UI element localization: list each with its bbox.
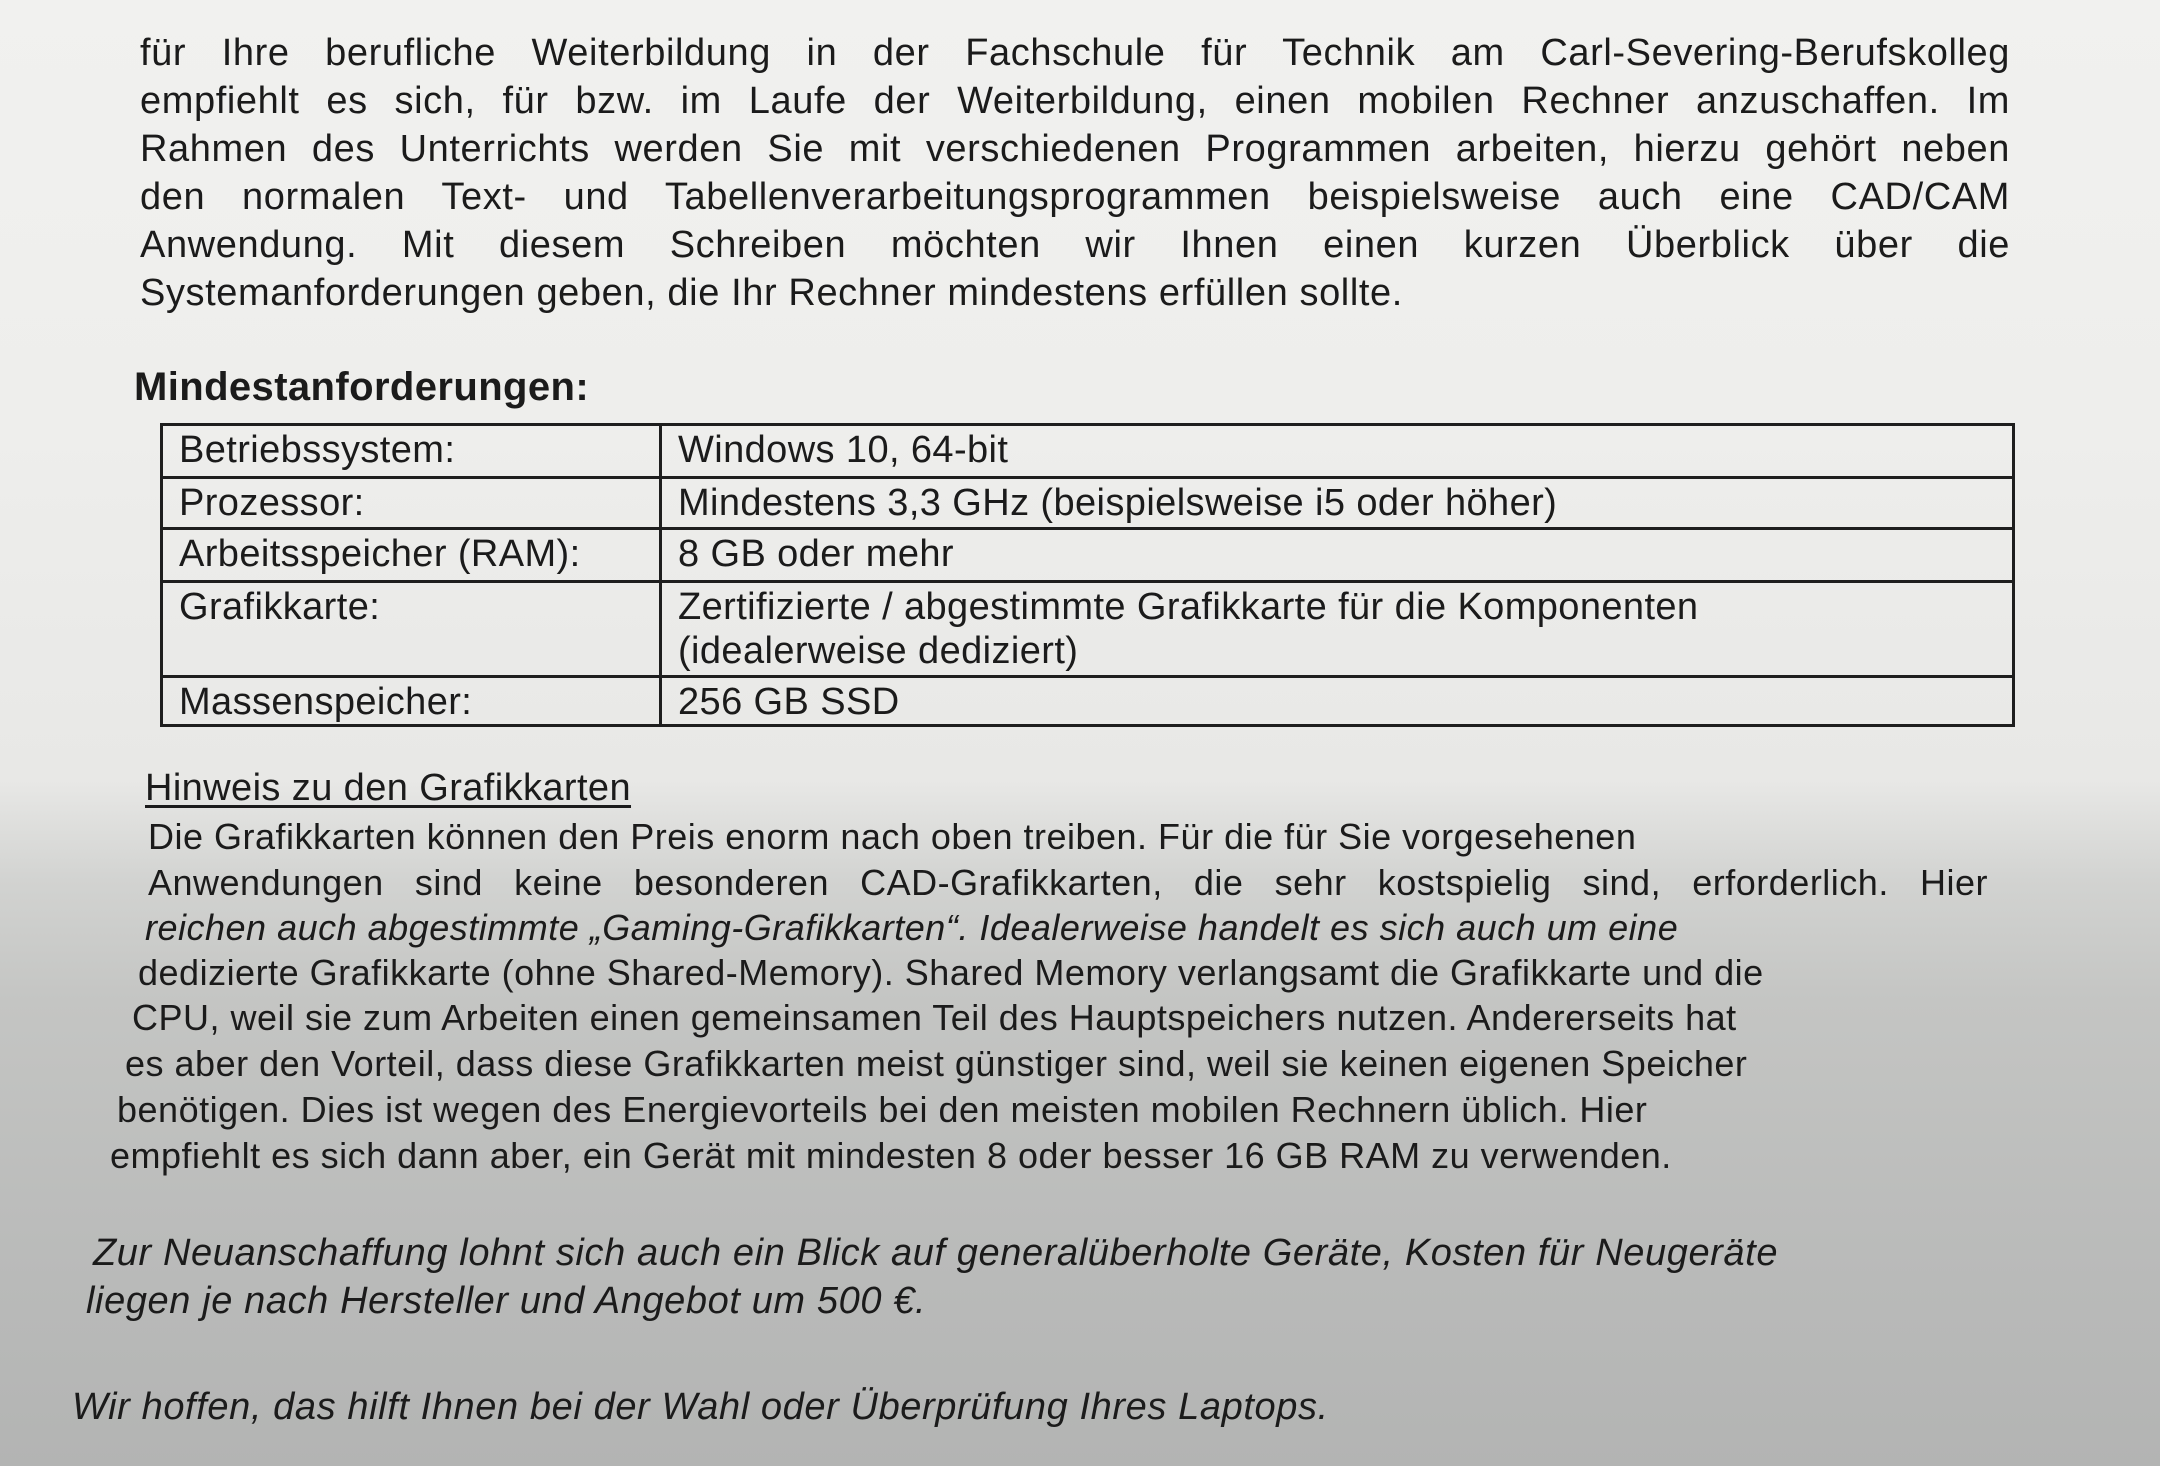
closing-line: liegen je nach Hersteller und Angebot um 500 €. bbox=[86, 1280, 927, 1322]
requirement-label: Prozessor: bbox=[162, 478, 661, 529]
intro-line: den normalen Text- und Tabellenverarbeitungsprogrammen beispielsweise auch eine CAD/CAM bbox=[140, 176, 2010, 218]
requirement-value-line: Zertifizierte / abgestimmte Grafikkarte für die Komponenten bbox=[678, 586, 1699, 628]
requirement-label: Betriebssystem: bbox=[162, 425, 661, 478]
requirement-value: Windows 10, 64-bit bbox=[661, 425, 2014, 478]
hint-line bbox=[145, 905, 1678, 951]
requirement-value: 256 GB SSD bbox=[661, 677, 2014, 726]
requirements-title: Mindestanforderungen: bbox=[134, 365, 590, 409]
requirement-value-line: (idealerweise dediziert) bbox=[678, 630, 1079, 672]
hint-line: Die Grafikkarten können den Preis enorm nach oben treiben. Für die für Sie vorgesehenen bbox=[148, 816, 1637, 857]
table-row bbox=[162, 677, 2014, 726]
intro-line: Anwendung. Mit diesem Schreiben möchten wir Ihnen einen kurzen Überblick über die bbox=[140, 224, 2010, 266]
requirement-label: Grafikkarte: bbox=[162, 582, 661, 677]
hint-line: CPU, weil sie zum Arbeiten einen gemeinsamen Teil des Hauptspeichers nutzen. Andererseits hat bbox=[132, 997, 1737, 1038]
requirement-value: 8 GB oder mehr bbox=[661, 529, 2014, 582]
intro-line: für Ihre berufliche Weiterbildung in der Fachschule für Technik am Carl-Severing-Berufskolleg bbox=[140, 32, 2010, 74]
closing-line: Zur Neuanschaffung lohnt sich auch ein Blick auf generalüberholte Geräte, Kosten für Neugeräte bbox=[93, 1232, 1779, 1274]
closing-line: Wir hoffen, das hilft Ihnen bei der Wahl oder Überprüfung Ihres Laptops. bbox=[72, 1386, 1329, 1428]
hint-line: benötigen. Dies ist wegen des Energievorteils bei den meisten mobilen Rechnern üblich. Hier bbox=[117, 1089, 1648, 1130]
table-row bbox=[162, 582, 2014, 677]
requirement-value bbox=[661, 582, 2014, 677]
requirement-label: Arbeitsspeicher (RAM): bbox=[162, 529, 661, 582]
intro-line: empfiehlt es sich, für bzw. im Laufe der Weiterbildung, einen mobilen Rechner anzuschaffen. Im bbox=[140, 80, 2010, 122]
table-row bbox=[162, 478, 2014, 529]
intro-line: Rahmen des Unterrichts werden Sie mit verschiedenen Programmen arbeiten, hierzu gehört neben bbox=[140, 128, 2010, 170]
hint-line: dedizierte Grafikkarte (ohne Shared-Memory). Shared Memory verlangsamt die Grafikkarte und die bbox=[138, 952, 1764, 993]
hint-line: es aber den Vorteil, dass diese Grafikkarten meist günstiger sind, weil sie keinen eigenen Speicher bbox=[125, 1043, 1748, 1084]
hint-line: empfiehlt es sich dann aber, ein Gerät mit mindesten 8 oder besser 16 GB RAM zu verwenden. bbox=[110, 1135, 1672, 1176]
hint-italic-text: reichen auch abgestimmte „Gaming-Grafikkarten“. Idealerweise handelt es sich auch um eine bbox=[145, 907, 1679, 948]
hint-title: Hinweis zu den Grafikkarten bbox=[145, 767, 632, 809]
requirement-label: Massenspeicher: bbox=[162, 677, 661, 726]
table-row bbox=[162, 529, 2014, 582]
requirements-table bbox=[160, 423, 2015, 727]
table-row bbox=[162, 425, 2014, 478]
intro-line: Systemanforderungen geben, die Ihr Rechner mindestens erfüllen sollte. bbox=[140, 272, 1403, 314]
hint-line: Anwendungen sind keine besonderen CAD-Grafikkarten, die sehr kostspielig sind, erforderlich. Hier bbox=[148, 862, 1988, 903]
requirement-value: Mindestens 3,3 GHz (beispielsweise i5 oder höher) bbox=[661, 478, 2014, 529]
